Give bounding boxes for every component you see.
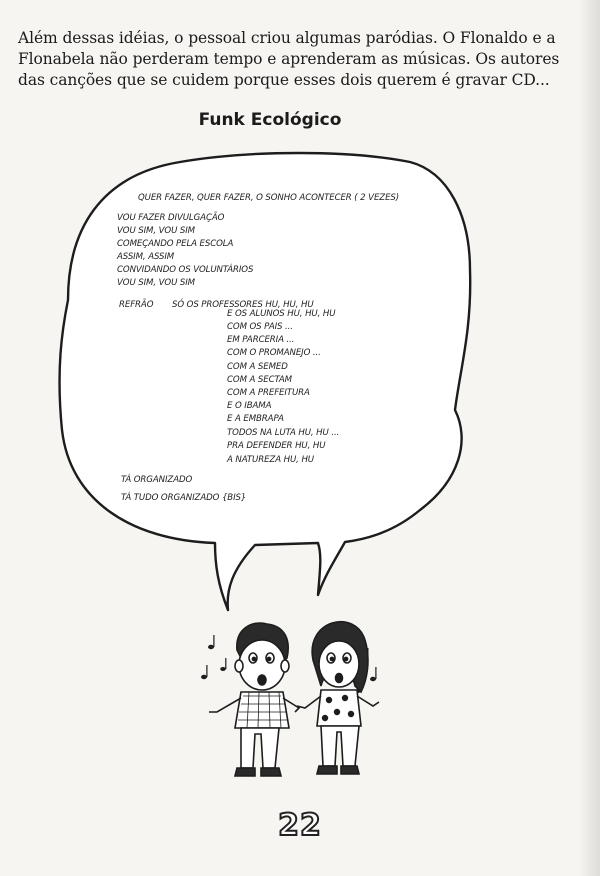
lyric-line: SÓ OS PROFESSORES HU, HU, HU	[172, 300, 314, 310]
lyric-line: E A EMBRAPA	[227, 414, 284, 424]
lyric-line: COM O PROMANEJO ...	[227, 348, 321, 358]
lyric-line: TÁ TUDO ORGANIZADO {BIS}	[121, 493, 247, 503]
lyric-line: COMEÇANDO PELA ESCOLA	[117, 239, 234, 249]
lyric-line: TODOS NA LUTA HU, HU ...	[227, 428, 340, 438]
intro-line: Além dessas idéias, o pessoal criou algumas paródias. O Flonaldo e a	[18, 29, 556, 47]
lyric-line: VOU SIM, VOU SIM	[117, 226, 196, 236]
lyric-line: EM PARCERIA ...	[227, 335, 295, 345]
lyric-line: COM OS PAIS ...	[227, 322, 293, 332]
intro-line: Flonabela não perderam tempo e aprenderam as músicas. Os autores	[18, 50, 560, 68]
intro-line: das canções que se cuidem porque esses dois querem é gravar CD...	[18, 71, 550, 89]
page-number: 22	[278, 808, 322, 843]
lyric-line: QUER FAZER, QUER FAZER, O SONHO ACONTECER ( 2 VEZES)	[138, 193, 400, 203]
lyric-line: VOU SIM, VOU SIM	[117, 278, 196, 288]
lyric-line: CONVIDANDO OS VOLUNTÁRIOS	[117, 265, 254, 275]
lyric-line: E O IBAMA	[227, 401, 272, 411]
girl-character	[297, 622, 379, 774]
lyric-line: COM A SEMED	[227, 362, 288, 372]
refrain-label: REFRÃO	[119, 300, 154, 310]
lyric-line: ASSIM, ASSIM	[117, 252, 175, 262]
boy-character	[209, 623, 299, 776]
lyric-line: PRA DEFENDER HU, HU	[227, 441, 326, 451]
lyric-line: A NATUREZA HU, HU	[227, 455, 314, 465]
singing-kids-illustration	[195, 600, 395, 785]
lyric-line: TÁ ORGANIZADO	[121, 475, 193, 485]
lyric-line: COM A SECTAM	[227, 375, 292, 385]
lyric-line: COM A PREFEITURA	[227, 388, 310, 398]
lyric-line: VOU FAZER DIVULGAÇÃO	[117, 213, 225, 223]
lyric-line: E OS ALUNOS HU, HU, HU	[227, 309, 336, 319]
song-title: Funk Ecológico	[198, 110, 342, 130]
